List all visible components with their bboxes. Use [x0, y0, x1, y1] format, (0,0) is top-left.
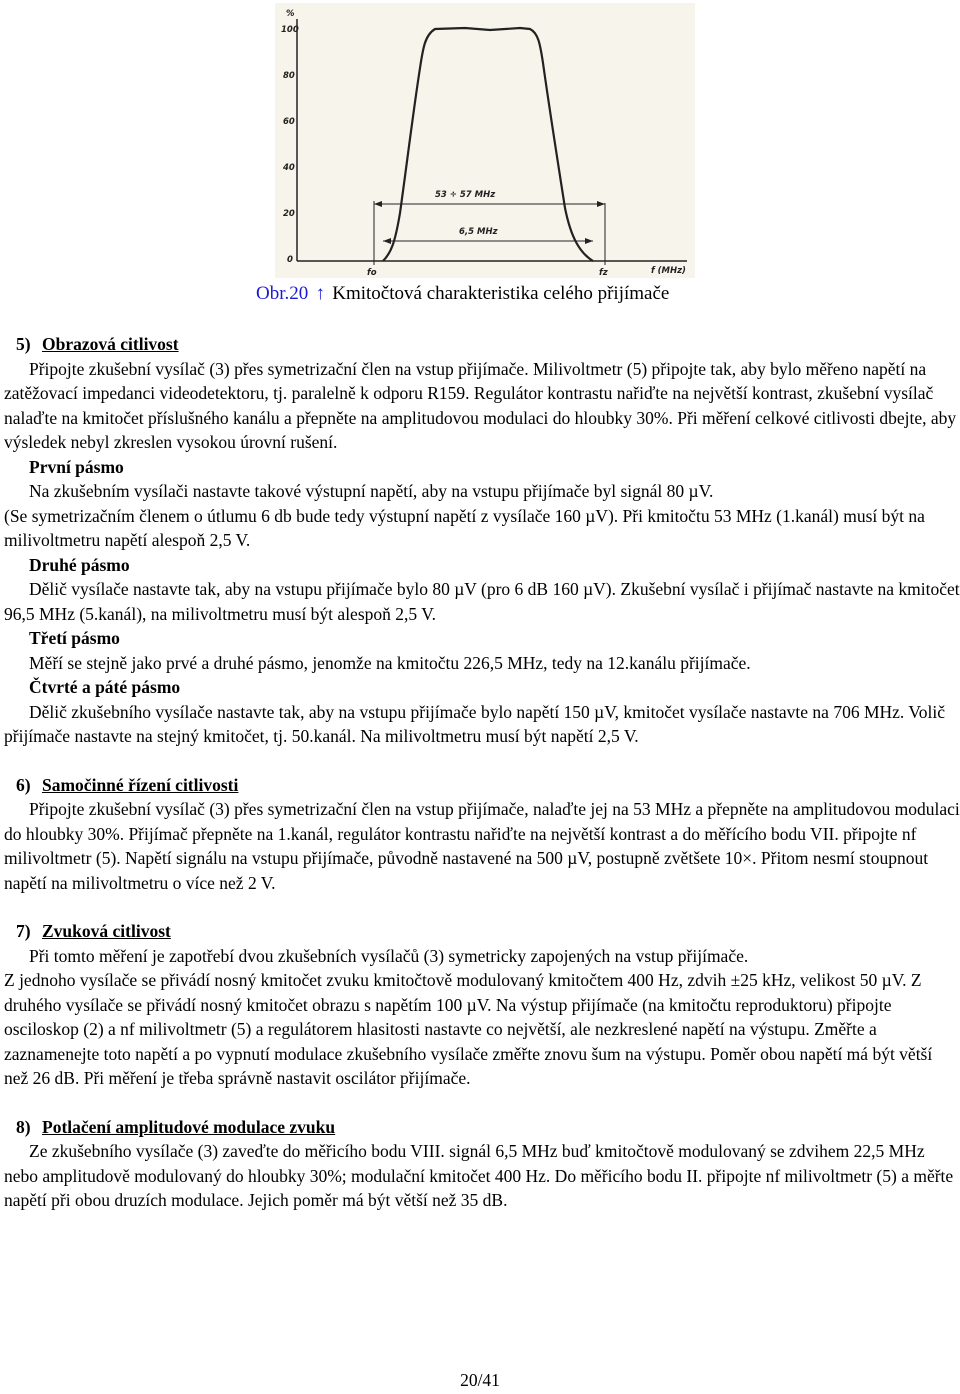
section-title: Obrazová citlivost: [42, 334, 179, 354]
subheading: Třetí pásmo: [29, 628, 120, 648]
subheading: Čtvrté a páté pásmo: [29, 677, 181, 697]
spacer: [4, 895, 960, 919]
paragraph: Dělič zkušebního vysílače nastavte tak, aby na vstupu přijímače bylo napětí 150 µV, kmitočet vysílače nastavte na 706 MHz. Volič přijímače nastavte na stejný kmitočet, tj. 50.kanál. Na milivoltmetru musí být napětí 2,5 V.: [4, 701, 945, 746]
caption-text: Kmitočtová charakteristika celého přijímače: [332, 283, 670, 304]
page-number: 20/41: [460, 1370, 500, 1390]
section-heading: [4, 919, 960, 944]
y-unit-label: %: [286, 9, 295, 19]
y-tick-label: 0: [287, 255, 293, 265]
section-title: Potlačení amplitudové modulace zvuku: [42, 1116, 336, 1137]
figure-caption: [256, 282, 669, 306]
band-narrow-label: 6,5 MHz: [459, 227, 498, 237]
paragraph: Připojte zkušební vysílač (3) přes symetrizační člen na vstup přijímače, nalaďte jej na 53 MHz a přepněte na amplitudovou modulaci do hloubky 30%. Přijímač přepněte na 1.kanál, regulátor kontrastu nařiďte na největší kontrast a do měřícího bodu VII. připojte nf milivoltmetr (5). Napětí signálu na vstupu přijímače, původně nastavené na 500 µV, postupně zvětšete 10×. Přitom nesmí stoupnout napětí na milivoltmetru o více než 2 V.: [4, 799, 960, 893]
y-tick-label: 100: [281, 25, 299, 35]
section-title: Samočinné řízení citlivosti: [42, 774, 239, 795]
paragraph: Při tomto měření je zapotřebí dvou zkušebních vysílačů (3) symetricky zapojených na vstup přijímače.: [29, 945, 749, 966]
arrowhead-icon: [585, 238, 593, 244]
frequency-response-plot: [275, 3, 695, 278]
arrowhead-icon: [597, 201, 605, 207]
frequency-response-figure: [275, 3, 695, 278]
section-heading: [4, 1115, 960, 1140]
x-unit-label: f (MHz): [651, 266, 686, 276]
f0-label: fo: [367, 268, 377, 278]
section-heading: [4, 773, 960, 798]
document-body: [4, 332, 960, 1213]
band-wide-label: 53 ÷ 57 MHz: [435, 190, 496, 200]
paragraph: Na zkušebním vysílači nastavte takové výstupní napětí, aby na vstupu přijímače byl signál 80 µV.: [29, 481, 714, 501]
paragraph: Ze zkušebního vysílače (3) zaveďte do měřicího bodu VIII. signál 6,5 MHz buď kmitočtově modulovaný se zdvihem 22,5 MHz nebo amplitudově modulovaný do hloubky 30%; modulační kmitočet 400 Hz. Do měřicího bodu II. připojte nf milivoltmetr (5) a měřte napětí při obou druzích modulace. Jejich poměr má být větší než 35 dB.: [4, 1141, 954, 1210]
fz-label: fz: [599, 268, 608, 278]
section-title: Zvuková citlivost: [42, 921, 171, 941]
spacer: [4, 1091, 960, 1115]
section-number: 7): [16, 921, 31, 941]
paragraph: Dělič vysílače nastavte tak, aby na vstupu přijímače bylo 80 µV (pro 6 dB 160 µV). Zkušební vysílač i přijímač nastavte na kmitočet 96,5 MHz (5.kanál), na milivoltmetru musí být alespoň 2,5 V.: [4, 579, 960, 624]
up-arrow-icon[interactable]: ↑: [315, 283, 325, 304]
paragraph: Z jednoho vysílače se přivádí nosný kmitočet zvuku kmitočtově modulovaný kmitočtem 400 Hz, zdvih ±25 kHz, velikost 50 µV. Z druhého vysílače se přivádí nosný kmitočet obrazu s napětím 100 µV. Na výstup přijímače (na kmitočtu reproduktoru) připojte osciloskop (2) a nf milivoltmetr (5) a regulátorem hlasitosti nastavte co největší, ale nezkreslené napětí na výstupu. Změřte a zaznamenejte toto napětí a po vypnutí modulace zkušebního vysílače změřte znovu šum na výstupu. Poměr obou napětí má být větší než 26 dB. Při měření je třeba správně nastavit oscilátor přijímače.: [4, 970, 933, 1088]
section-heading: [4, 332, 960, 357]
paragraph: Měří se stejně jako prvé a druhé pásmo, jenomže na kmitočtu 226,5 MHz, tedy na 12.kanálu přijímače.: [29, 652, 751, 673]
y-tick-label: 60: [283, 117, 295, 127]
y-tick-label: 20: [283, 209, 295, 219]
arrowhead-icon: [374, 201, 382, 207]
section-number: 5): [16, 334, 31, 354]
y-tick-label: 40: [283, 163, 295, 173]
arrowhead-icon: [383, 238, 391, 244]
subheading: Druhé pásmo: [29, 554, 130, 575]
caption-label[interactable]: Obr.20: [256, 283, 309, 304]
section-number: 6): [16, 774, 31, 795]
paragraph: (Se symetrizačním členem o útlumu 6 db bude tedy výstupní napětí z vysílače 160 µV). Při kmitočtu 53 MHz (1.kanál) musí být na milivoltmetru napětí alespoň 2,5 V.: [4, 505, 925, 550]
spacer: [4, 749, 960, 773]
section-number: 8): [16, 1116, 31, 1137]
y-tick-label: 80: [283, 71, 295, 81]
paragraph: Připojte zkušební vysílač (3) přes symetrizační člen na vstup přijímače. Milivoltmetr (5) připojte tak, aby bylo měřeno napětí na zatěžovací impedanci videodetektoru, tj. paralelně k odporu R159. Regulátor kontrastu nařiďte na největší kontrast, zkušební vysílač nalaďte na kmitočet příslušného kanálu a přepněte na amplitudovou modulaci do hloubky 30%. Při měření celkové citlivosti dbejte, aby výsledek nebyl zkreslen vysokou úrovní rušení.: [4, 358, 957, 452]
subheading: První pásmo: [29, 456, 124, 477]
